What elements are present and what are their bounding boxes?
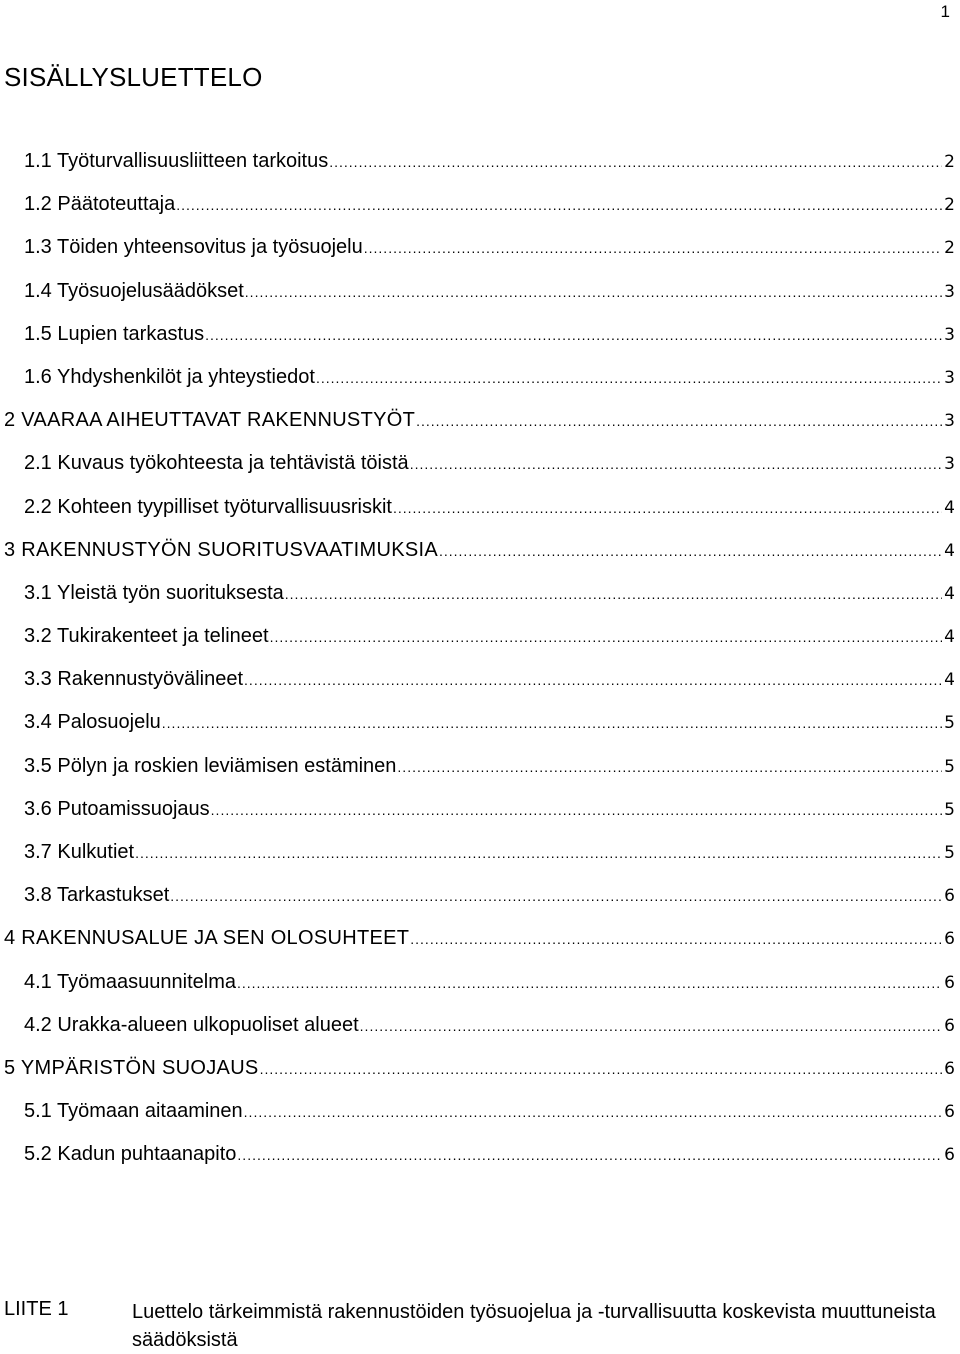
toc-dot-leader [439,543,942,559]
toc-entry[interactable] [0,452,960,495]
toc-entry-label: 3.1 Yleistä työn suorituksesta [24,581,284,604]
toc-entry[interactable] [0,971,960,1014]
toc-entry-label: 1.2 Päätoteuttaja [24,193,176,216]
toc-entry-label: 3.2 Tukirakenteet ja telineet [24,625,269,648]
toc-dot-leader [316,370,942,386]
toc-entry-label: 1.6 Yhdyshenkilöt ja yhteystiedot [24,365,315,388]
toc-entry-page: 3 [944,454,955,475]
toc-entry[interactable] [0,582,960,625]
toc-dot-leader [237,1147,942,1163]
toc-dot-leader [237,975,942,991]
toc-entry-page: 3 [944,281,955,302]
toc-entry[interactable] [0,366,960,409]
toc-dot-leader [393,500,942,516]
toc-entry-page: 2 [944,152,955,172]
toc-entry[interactable] [0,323,960,366]
toc-dot-leader [410,931,942,947]
toc-dot-leader [170,888,942,904]
toc-entry[interactable] [0,668,960,711]
toc-entry-label: 3.5 Pölyn ja roskien leviämisen estäminen [24,754,397,777]
toc-list [0,150,960,1187]
toc-entry-label: 1.4 Työsuojelusäädökset [24,279,244,302]
toc-entry-page: 5 [944,713,955,734]
toc-entry[interactable] [0,884,960,927]
toc-entry-label: 5 YMPÄRISTÖN SUOJAUS [4,1056,259,1079]
toc-dot-leader [329,154,942,170]
toc-entry-page: 5 [944,843,955,863]
toc-entry[interactable] [0,496,960,539]
toc-entry-label: 1.1 Työturvallisuusliitteen tarkoitus [24,150,329,172]
toc-entry[interactable] [0,927,960,970]
toc-entry[interactable] [0,1057,960,1100]
toc-dot-leader [360,1018,943,1034]
toc-entry[interactable] [0,625,960,668]
toc-title: SISÄLLYSLUETTELO [4,62,263,92]
toc-entry-label: 2.1 Kuvaus työkohteesta ja tehtävistä töistä [24,452,409,475]
toc-dot-leader [244,1104,943,1120]
toc-entry-label: 3 RAKENNUSTYÖN SUORITUSVAATIMUKSIA [4,538,438,561]
toc-entry-page: 3 [944,367,955,388]
toc-entry-page: 5 [944,756,955,777]
toc-entry-label: 1.5 Lupien tarkastus [24,322,205,345]
toc-dot-leader [211,802,943,818]
toc-dot-leader [285,586,942,602]
toc-dot-leader [410,456,942,472]
toc-entry[interactable] [0,539,960,582]
toc-entry[interactable] [0,1014,960,1057]
toc-entry-page: 6 [944,929,955,950]
toc-entry-page: 4 [944,540,955,561]
toc-entry-label: 5.1 Työmaan aitaaminen [24,1100,243,1123]
toc-entry[interactable] [0,236,960,279]
toc-dot-leader [245,284,942,300]
toc-entry[interactable] [0,150,960,193]
toc-entry-page: 5 [944,799,955,820]
toc-entry-page: 6 [944,1015,955,1036]
toc-dot-leader [244,672,942,688]
toc-entry-page: 3 [944,411,955,432]
toc-dot-leader [162,715,942,731]
toc-dot-leader [416,413,942,429]
toc-entry[interactable] [0,798,960,841]
toc-entry-page: 3 [944,324,955,345]
toc-entry-page: 2 [944,238,955,259]
toc-entry-page: 4 [944,670,955,691]
toc-dot-leader [205,327,942,343]
toc-entry-label: 1.3 Töiden yhteensovitus ja työsuojelu [24,236,363,259]
toc-entry[interactable] [0,280,960,323]
toc-entry-page: 6 [944,1102,955,1123]
toc-dot-leader [260,1061,943,1077]
toc-entry-label: 2 VAARAA AIHEUTTAVAT RAKENNUSTYÖT [4,409,416,432]
toc-entry[interactable] [0,711,960,754]
toc-dot-leader [135,845,942,861]
toc-entry-page: 4 [944,497,955,518]
toc-entry[interactable] [0,755,960,798]
toc-entry-label: 4.2 Urakka-alueen ulkopuoliset alueet [24,1013,359,1036]
toc-entry-page: 6 [944,1145,955,1166]
page-number: 1 [940,2,950,21]
toc-entry-label: 5.2 Kadun puhtaanapito [24,1143,237,1166]
toc-entry-page: 6 [944,972,955,993]
toc-entry-label: 2.2 Kohteen tyypilliset työturvallisuusriskit [24,495,392,518]
toc-entry-label: 3.3 Rakennustyövälineet [24,668,244,691]
toc-entry-page: 6 [944,1058,955,1079]
appendix-text: Luettelo tärkeimmistä rakennustöiden työsuojelua ja -turvallisuutta koskevista muuttuneista säädöksistä [132,1301,936,1351]
toc-entry-label: 3.7 Kulkutiet [24,841,135,863]
toc-dot-leader [397,759,942,775]
toc-dot-leader [176,197,942,213]
toc-entry[interactable] [0,1100,960,1143]
toc-entry[interactable] [0,193,960,236]
toc-entry-label: 3.6 Putoamissuojaus [24,797,210,820]
toc-entry[interactable] [0,841,960,884]
toc-dot-leader [270,629,943,645]
toc-entry-page: 4 [944,583,955,604]
toc-entry-page: 4 [944,627,955,648]
toc-entry-label: 3.8 Tarkastukset [24,884,170,907]
appendix-label: LIITE 1 [4,1298,69,1320]
toc-dot-leader [364,240,942,256]
toc-entry-page: 6 [944,886,955,907]
toc-entry-label: 3.4 Palosuojelu [24,711,161,734]
toc-entry-label: 4 RAKENNUSALUE JA SEN OLOSUHTEET [4,927,410,950]
toc-entry[interactable] [0,1143,960,1186]
toc-entry-label: 4.1 Työmaasuunnitelma [24,970,236,993]
toc-entry[interactable] [0,409,960,452]
toc-entry-page: 2 [944,195,955,216]
